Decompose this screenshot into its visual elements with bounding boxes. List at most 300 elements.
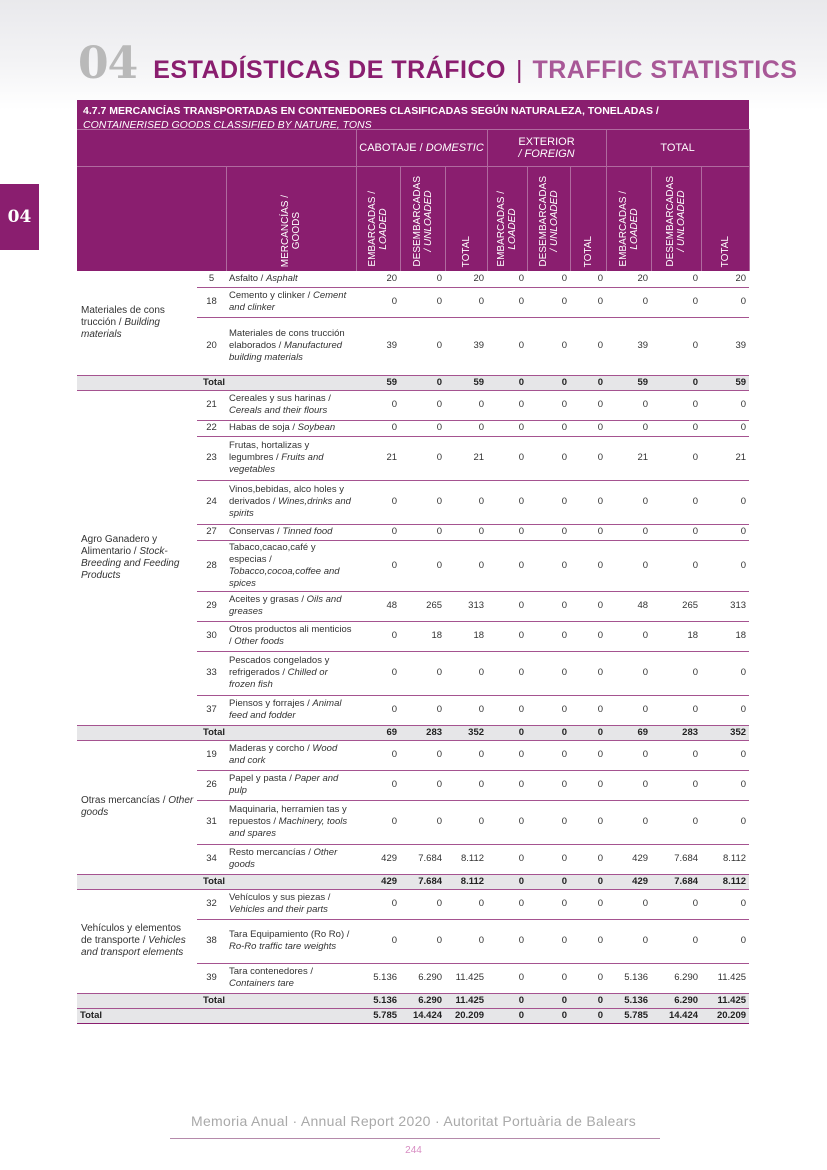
value-cell: 265 <box>651 591 701 621</box>
goods-description <box>226 390 356 420</box>
goods-description-en: Tobacco,cocoa,coffee and spices <box>229 565 340 589</box>
goods-code: 29 <box>197 591 226 621</box>
title-spanish: ESTADÍSTICAS DE TRÁFICO <box>153 56 506 84</box>
subtotal-row <box>77 874 749 889</box>
table-title <box>77 100 749 129</box>
goods-description-en: Soybean <box>297 422 336 433</box>
value-cell: 0 <box>400 695 445 725</box>
footer-text: Memoria Anual · Annual Report 2020 · Autoritat Portuària de Balears <box>190 1113 636 1129</box>
goods-description-es: Pescados congelados y refrigerados / <box>229 655 330 678</box>
value-cell: 0 <box>606 651 651 695</box>
chapter-number: 04 <box>78 38 138 89</box>
value-cell: 0 <box>701 770 749 800</box>
subtotal-value: 5.136 <box>606 993 651 1008</box>
value-cell: 6.290 <box>400 963 445 993</box>
goods-description <box>226 695 356 725</box>
category-cell <box>77 271 197 375</box>
subtotal-value: 7.684 <box>651 874 701 889</box>
value-cell: 0 <box>570 919 606 963</box>
total-group-header: TOTAL <box>606 130 749 167</box>
subtotal-value: 11.425 <box>701 993 749 1008</box>
foreign-group-header <box>487 130 606 167</box>
value-cell: 0 <box>527 621 570 651</box>
subtotal-value: 59 <box>356 375 400 390</box>
value-cell: 0 <box>527 390 570 420</box>
value-cell: 5.136 <box>606 963 651 993</box>
goods-description-en: Other foods <box>234 636 284 647</box>
domestic-label-es: CABOTAJE / <box>359 142 426 154</box>
value-cell: 0 <box>400 800 445 844</box>
table-row <box>77 889 749 919</box>
value-cell: 0 <box>606 695 651 725</box>
subtotal-value: 5.136 <box>356 993 400 1008</box>
value-cell: 21 <box>356 436 400 480</box>
value-cell: 0 <box>606 800 651 844</box>
value-cell: 0 <box>527 889 570 919</box>
value-cell: 0 <box>356 480 400 524</box>
value-cell: 0 <box>527 436 570 480</box>
value-cell: 0 <box>570 963 606 993</box>
total-unloaded-header: DESEMBARCADAS / UNLOADED <box>651 167 701 272</box>
value-cell: 18 <box>445 621 487 651</box>
value-cell: 20 <box>701 271 749 287</box>
value-cell: 0 <box>651 889 701 919</box>
subtotal-value: 69 <box>606 725 651 740</box>
goods-description <box>226 287 356 317</box>
value-cell: 0 <box>445 480 487 524</box>
grand-total-value: 0 <box>570 1008 606 1023</box>
value-cell: 0 <box>606 480 651 524</box>
grand-total-label: Total <box>77 1008 356 1023</box>
value-cell: 0 <box>356 420 400 436</box>
subtotal-value: 0 <box>527 874 570 889</box>
category-label-es: Otras mercancías / <box>81 795 169 806</box>
value-cell: 0 <box>606 740 651 770</box>
value-cell: 0 <box>400 919 445 963</box>
value-cell: 21 <box>445 436 487 480</box>
subtotal-value: 0 <box>527 375 570 390</box>
value-cell: 0 <box>606 390 651 420</box>
value-cell: 0 <box>445 889 487 919</box>
value-cell: 0 <box>606 420 651 436</box>
value-cell: 0 <box>400 540 445 591</box>
subtotal-label <box>77 375 356 390</box>
value-cell: 0 <box>356 390 400 420</box>
value-cell: 0 <box>487 271 527 287</box>
value-cell: 0 <box>445 390 487 420</box>
grand-total-value: 14.424 <box>400 1008 445 1023</box>
subtotal-value: 352 <box>701 725 749 740</box>
domestic-label-en: DOMESTIC <box>425 142 484 154</box>
category-label-es: Materiales de cons trucción / <box>81 304 165 328</box>
category-label-en: Building materials <box>81 316 160 340</box>
table-title-en: CONTAINERISED GOODS CLASSIFIED BY NATURE, TONS <box>83 119 372 129</box>
goods-description-es: Cereales y sus harinas / <box>229 393 331 404</box>
goods-code: 34 <box>197 844 226 874</box>
value-cell: 0 <box>487 540 527 591</box>
goods-description-en: Chilled or frozen fish <box>229 667 328 690</box>
goods-description <box>226 621 356 651</box>
value-cell: 0 <box>606 919 651 963</box>
value-cell: 7.684 <box>651 844 701 874</box>
goods-description-es: Tara Equipamiento (Ro Ro) / <box>229 929 350 940</box>
goods-description-es: Tara contenedores / <box>229 966 313 977</box>
value-cell: 0 <box>400 420 445 436</box>
goods-description <box>226 919 356 963</box>
subtotal-value: 0 <box>570 874 606 889</box>
category-label-en: Vehicles and transport elements <box>81 935 186 958</box>
value-cell: 0 <box>651 480 701 524</box>
grand-total-value: 5.785 <box>356 1008 400 1023</box>
goods-description-en: Ro-Ro traffic tare weights <box>229 941 337 952</box>
value-cell: 0 <box>400 287 445 317</box>
value-cell: 0 <box>651 524 701 540</box>
value-cell: 0 <box>606 524 651 540</box>
category-cell <box>77 740 197 874</box>
goods-description-en: Cereals and their flours <box>229 405 328 416</box>
value-cell: 0 <box>445 695 487 725</box>
goods-description-es: Conservas / <box>229 526 283 537</box>
value-cell: 0 <box>570 740 606 770</box>
value-cell: 0 <box>651 317 701 375</box>
goods-description-en: Oils and greases <box>229 594 342 617</box>
domestic-group-header <box>356 130 487 167</box>
domestic-loaded-header: EMBARCADAS / LOADED <box>356 167 400 272</box>
value-cell: 20 <box>606 271 651 287</box>
subtotal-value: 8.112 <box>445 874 487 889</box>
domestic-total-header: TOTAL <box>445 167 487 272</box>
value-cell: 0 <box>527 591 570 621</box>
value-cell: 21 <box>606 436 651 480</box>
value-cell: 0 <box>487 963 527 993</box>
goods-col-header <box>226 167 356 272</box>
subtotal-value: 0 <box>400 375 445 390</box>
value-cell: 0 <box>701 651 749 695</box>
value-cell: 0 <box>570 524 606 540</box>
goods-description-es: Frutas, hortalizas y legumbres / <box>229 440 310 463</box>
value-cell: 0 <box>400 740 445 770</box>
grand-total-row <box>77 1008 749 1023</box>
value-cell: 429 <box>356 844 400 874</box>
value-cell: 0 <box>487 317 527 375</box>
value-cell: 0 <box>701 695 749 725</box>
goods-description-en: Fruits and vegetables <box>229 452 324 475</box>
subtotal-value: 59 <box>606 375 651 390</box>
value-cell: 0 <box>570 420 606 436</box>
subtotal-label-text: Total <box>203 376 225 388</box>
goods-description <box>226 770 356 800</box>
value-cell: 0 <box>527 317 570 375</box>
value-cell: 0 <box>570 540 606 591</box>
value-cell: 0 <box>527 919 570 963</box>
goods-code: 30 <box>197 621 226 651</box>
goods-description-en: Wood and cork <box>229 743 338 766</box>
grand-total-value: 20.209 <box>701 1008 749 1023</box>
value-cell: 0 <box>487 844 527 874</box>
value-cell: 0 <box>651 800 701 844</box>
goods-code: 28 <box>197 540 226 591</box>
value-cell: 0 <box>651 651 701 695</box>
goods-description-en: Machinery, tools and spares <box>229 816 348 839</box>
goods-description-es: Papel y pasta / <box>229 773 295 784</box>
subtotal-label-text: Total <box>203 994 225 1006</box>
value-cell: 0 <box>527 844 570 874</box>
value-cell: 39 <box>445 317 487 375</box>
goods-description-en: Animal feed and fodder <box>229 698 342 721</box>
goods-code: 22 <box>197 420 226 436</box>
value-cell: 0 <box>356 621 400 651</box>
domestic-unloaded-header: DESEMBARCADAS / UNLOADED <box>400 167 445 272</box>
goods-description-es: Otros productos ali menticios / <box>229 624 352 647</box>
value-cell: 0 <box>356 524 400 540</box>
goods-code: 38 <box>197 919 226 963</box>
goods-description <box>226 651 356 695</box>
value-cell: 0 <box>651 740 701 770</box>
subtotal-label <box>77 725 356 740</box>
goods-description <box>226 271 356 287</box>
value-cell: 0 <box>527 480 570 524</box>
goods-code: 18 <box>197 287 226 317</box>
grand-total-value: 0 <box>527 1008 570 1023</box>
value-cell: 18 <box>701 621 749 651</box>
table-title-es: 4.7.7 MERCANCÍAS TRANSPORTADAS EN CONTENEDORES CLASIFICADAS SEGÚN NATURALEZA, TONELADAS / <box>83 105 659 117</box>
goods-code: 27 <box>197 524 226 540</box>
value-cell: 0 <box>487 889 527 919</box>
goods-description-en: Containers tare <box>229 978 294 989</box>
value-cell: 0 <box>487 390 527 420</box>
footer-divider <box>170 1138 660 1139</box>
goods-description-es: Piensos y forrajes / <box>229 698 313 709</box>
subtotal-value: 69 <box>356 725 400 740</box>
value-cell: 0 <box>356 287 400 317</box>
foreign-total-header: TOTAL <box>570 167 606 272</box>
value-cell: 0 <box>400 480 445 524</box>
value-cell: 429 <box>606 844 651 874</box>
grand-total-value: 0 <box>487 1008 527 1023</box>
value-cell: 0 <box>356 889 400 919</box>
value-cell: 0 <box>570 844 606 874</box>
value-cell: 0 <box>701 919 749 963</box>
value-cell: 0 <box>487 651 527 695</box>
value-cell: 0 <box>356 800 400 844</box>
value-cell: 8.112 <box>445 844 487 874</box>
value-cell: 0 <box>445 919 487 963</box>
subtotal-value: 6.290 <box>651 993 701 1008</box>
grand-total-value: 5.785 <box>606 1008 651 1023</box>
goods-description <box>226 800 356 844</box>
value-cell: 0 <box>527 524 570 540</box>
goods-description <box>226 540 356 591</box>
value-cell: 0 <box>570 621 606 651</box>
value-cell: 0 <box>606 770 651 800</box>
value-cell: 20 <box>356 271 400 287</box>
subtotal-value: 283 <box>400 725 445 740</box>
value-cell: 0 <box>701 480 749 524</box>
value-cell: 0 <box>400 271 445 287</box>
value-cell: 0 <box>570 436 606 480</box>
value-cell: 0 <box>487 436 527 480</box>
goods-description <box>226 524 356 540</box>
goods-code: 26 <box>197 770 226 800</box>
subtotal-value: 7.684 <box>400 874 445 889</box>
value-cell: 6.290 <box>651 963 701 993</box>
goods-description-es: Materiales de cons trucción elaborados / <box>229 328 345 351</box>
value-cell: 39 <box>701 317 749 375</box>
subtotal-value: 0 <box>527 993 570 1008</box>
value-cell: 0 <box>356 770 400 800</box>
goods-description <box>226 844 356 874</box>
goods-code: 23 <box>197 436 226 480</box>
value-cell: 39 <box>606 317 651 375</box>
goods-code: 31 <box>197 800 226 844</box>
value-cell: 8.112 <box>701 844 749 874</box>
subtotal-value: 6.290 <box>400 993 445 1008</box>
subtotal-label-text: Total <box>203 875 225 887</box>
goods-description <box>226 889 356 919</box>
value-cell: 0 <box>487 420 527 436</box>
table-body <box>77 271 749 1023</box>
goods-description-es: Maderas y corcho / <box>229 743 313 754</box>
subtotal-label <box>77 874 356 889</box>
value-cell: 0 <box>400 651 445 695</box>
subtotal-label-text: Total <box>203 726 225 738</box>
goods-description-es: Resto mercancías / <box>229 847 314 858</box>
value-cell: 0 <box>606 889 651 919</box>
statistics-table <box>77 129 750 1024</box>
value-cell: 0 <box>570 287 606 317</box>
goods-description-es: Aceites y grasas / <box>229 594 307 605</box>
value-cell: 0 <box>651 770 701 800</box>
category-label-en: Stock-Breeding and Feeding Products <box>81 545 180 581</box>
goods-code: 21 <box>197 390 226 420</box>
subtotal-row <box>77 375 749 390</box>
value-cell: 0 <box>400 390 445 420</box>
value-cell: 0 <box>606 540 651 591</box>
value-cell: 0 <box>701 540 749 591</box>
value-cell: 0 <box>570 591 606 621</box>
subtotal-row <box>77 725 749 740</box>
foreign-loaded-header: EMBARCADAS / LOADED <box>487 167 527 272</box>
value-cell: 0 <box>487 919 527 963</box>
value-cell: 0 <box>487 480 527 524</box>
goods-label-es: MERCANCÍAS / <box>280 194 292 267</box>
goods-description-en: Tinned food <box>282 526 333 537</box>
value-cell: 48 <box>356 591 400 621</box>
value-cell: 0 <box>570 271 606 287</box>
category-cell <box>77 390 197 725</box>
category-label-es: Vehículos y elementos de transporte / <box>81 923 182 946</box>
value-cell: 0 <box>356 695 400 725</box>
value-cell: 0 <box>400 889 445 919</box>
goods-description <box>226 740 356 770</box>
value-cell: 0 <box>487 740 527 770</box>
value-cell: 0 <box>651 919 701 963</box>
goods-code: 20 <box>197 317 226 375</box>
subtotal-value: 0 <box>570 375 606 390</box>
value-cell: 11.425 <box>445 963 487 993</box>
goods-description-en: Paper and pulp <box>229 773 339 796</box>
subtotal-value: 0 <box>487 993 527 1008</box>
subtotal-value: 352 <box>445 725 487 740</box>
goods-description-es: Asfalto / <box>229 272 266 284</box>
subtotal-value: 0 <box>570 993 606 1008</box>
foreign-label-en: / FOREIGN <box>518 148 575 160</box>
value-cell: 5.136 <box>356 963 400 993</box>
category-cell <box>77 889 197 993</box>
value-cell: 0 <box>570 651 606 695</box>
subtotal-value: 0 <box>487 874 527 889</box>
value-cell: 0 <box>606 621 651 651</box>
subtotal-value: 0 <box>487 725 527 740</box>
subtotal-value: 59 <box>701 375 749 390</box>
group-header-row <box>77 130 749 167</box>
value-cell: 0 <box>400 770 445 800</box>
value-cell: 0 <box>356 651 400 695</box>
goods-code: 19 <box>197 740 226 770</box>
value-cell: 0 <box>651 420 701 436</box>
goods-description-es: Cemento y clinker / <box>229 290 313 301</box>
value-cell: 313 <box>445 591 487 621</box>
goods-description-es: Habas de soja / <box>229 422 298 433</box>
value-cell: 18 <box>651 621 701 651</box>
goods-label-en: GOODS <box>291 212 303 250</box>
goods-description <box>226 480 356 524</box>
value-cell: 0 <box>527 651 570 695</box>
value-cell: 0 <box>701 889 749 919</box>
value-cell: 0 <box>701 390 749 420</box>
goods-description-en: Other goods <box>229 847 338 870</box>
value-cell: 0 <box>570 889 606 919</box>
subtotal-value: 0 <box>527 725 570 740</box>
goods-description-es: Maquinaria, herramien tas y repuestos / <box>229 804 347 827</box>
title-english: TRAFFIC STATISTICS <box>532 56 798 84</box>
grand-total-value: 20.209 <box>445 1008 487 1023</box>
value-cell: 265 <box>400 591 445 621</box>
value-cell: 0 <box>400 524 445 540</box>
subtotal-value: 8.112 <box>701 874 749 889</box>
value-cell: 0 <box>527 770 570 800</box>
value-cell: 0 <box>570 695 606 725</box>
value-cell: 0 <box>527 800 570 844</box>
value-cell: 0 <box>445 740 487 770</box>
value-cell: 0 <box>445 651 487 695</box>
value-cell: 0 <box>651 287 701 317</box>
value-cell: 0 <box>400 436 445 480</box>
value-cell: 0 <box>651 695 701 725</box>
total-total-header: TOTAL <box>701 167 749 272</box>
goods-description <box>226 591 356 621</box>
value-cell: 0 <box>527 695 570 725</box>
value-cell: 0 <box>527 740 570 770</box>
value-cell: 0 <box>527 271 570 287</box>
value-cell: 0 <box>487 621 527 651</box>
subtotal-value: 11.425 <box>445 993 487 1008</box>
goods-description <box>226 420 356 436</box>
subtotal-value: 0 <box>487 375 527 390</box>
goods-description-en: Cement and clinker <box>229 290 347 313</box>
subtotal-value: 429 <box>356 874 400 889</box>
value-cell: 0 <box>487 287 527 317</box>
foreign-label-es: EXTERIOR <box>518 136 575 148</box>
subtotal-value: 0 <box>651 375 701 390</box>
value-cell: 0 <box>527 963 570 993</box>
value-cell: 0 <box>701 740 749 770</box>
value-cell: 0 <box>651 271 701 287</box>
goods-description-en: Wines,drinks and spirits <box>229 496 351 519</box>
statistics-table-container <box>77 100 749 1024</box>
grand-total-value: 14.424 <box>651 1008 701 1023</box>
foreign-unloaded-header: DESEMBARCADAS / UNLOADED <box>527 167 570 272</box>
